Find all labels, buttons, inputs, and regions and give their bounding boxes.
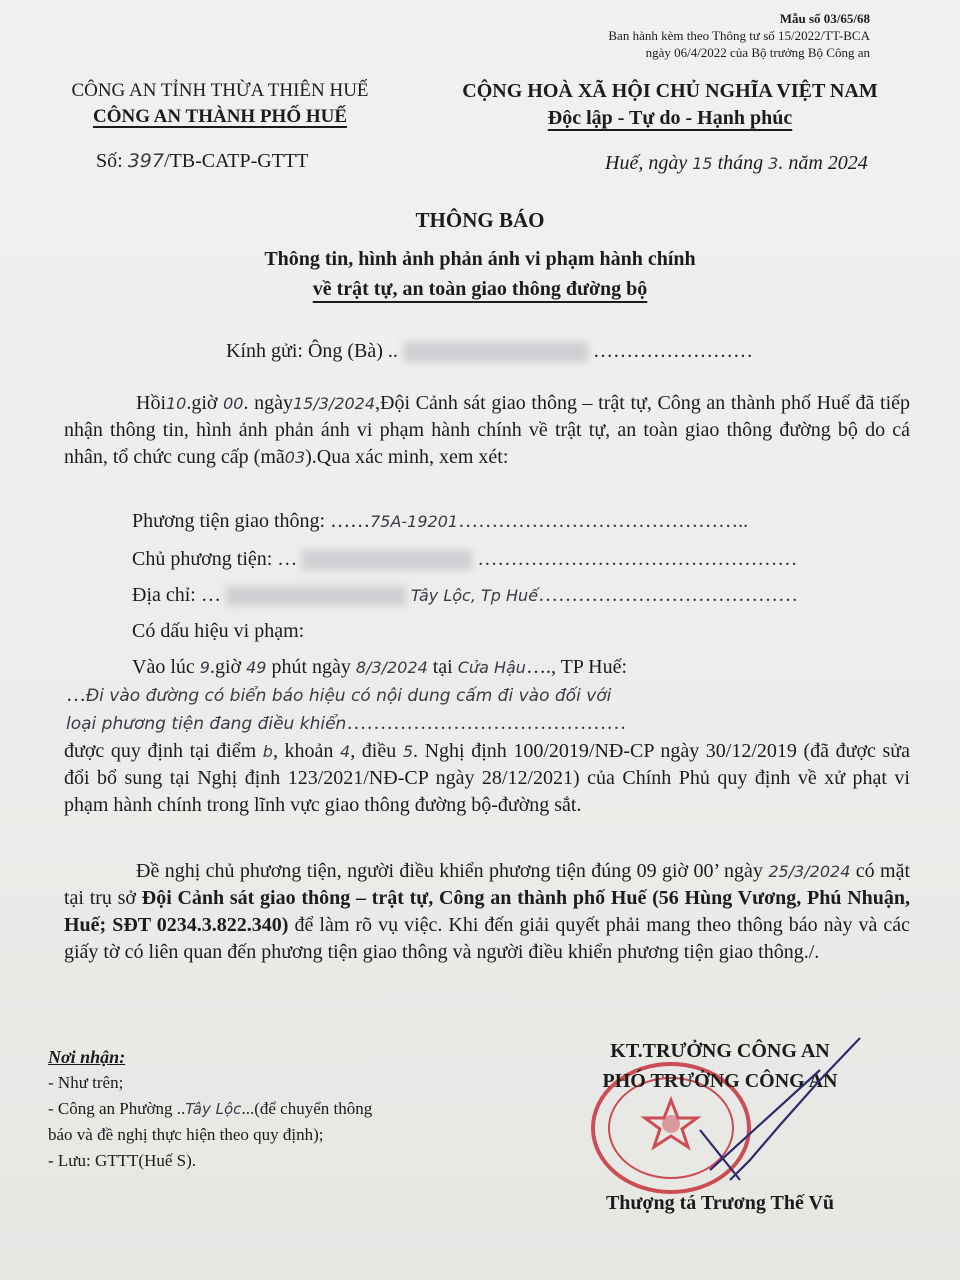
number-label: Số: — [96, 150, 123, 172]
intro-paragraph: Hồi10.giờ 00. ngày15/3/2024,Đội Cảnh sát giao thông – trật tự, Công an thành phố Huế đã tiếp nhận thông tin, hình ảnh phản ánh vi phạm hành chính về trật tự, an toàn giao thông đường bộ do cá nhân, tổ chức cung cấp (mã03).Qua xác minh, xem xét: — [64, 392, 911, 468]
recipient-item-3: - Lưu: GTTT(Huế S). — [48, 1151, 197, 1170]
violation-minute: 49 — [246, 658, 267, 677]
violation-text-5: …., TP Huế: — [525, 656, 628, 678]
subtitle-line1: Thông tin, hình ảnh phản ánh vi phạm hành chính — [264, 248, 696, 270]
field-address — [132, 584, 798, 607]
request-text-1: Đề nghị chủ phương tiện, người điều khiển phương tiện đúng 09 giờ 00’ ngày — [136, 860, 763, 882]
legal-text-3: , điều — [350, 740, 397, 762]
legal-text-4: . Nghị định 100/2019/NĐ-CP ngày 30/12/2019 (đã được sửa đổi bổ sung tại Nghị định 123/2021/NĐ-CP ngày 28/12/2021) của Chính Phủ quy định về xử phạt vi phạm hành chính trong lĩnh vực giao thông đường bộ-đường sắt. — [64, 740, 910, 816]
nation-motto: Độc lập - Tự do - Hạnh phúc — [547, 107, 793, 129]
date-month: 3 — [768, 154, 779, 173]
issuing-agency — [40, 78, 400, 130]
vehicle-dots: …………………………………….. — [458, 510, 749, 532]
signature-line1: KT.TRƯỞNG CÔNG AN — [610, 1040, 830, 1062]
document-number — [96, 150, 308, 173]
greeting — [226, 340, 753, 363]
recipient-item-2b: ...(để chuyển thông — [241, 1099, 373, 1118]
date-place: Huế, ngày — [605, 152, 688, 174]
legal-point: b — [262, 742, 273, 761]
recipients-heading: Nơi nhận: — [48, 1047, 126, 1067]
recipient-item-1: - Như trên; — [48, 1073, 124, 1092]
vehicle-label: Phương tiện giao thông: …… — [132, 510, 371, 532]
legal-article: 5 — [402, 742, 414, 761]
national-header — [420, 78, 920, 132]
greeting-dots: …………………… — [592, 340, 753, 362]
form-code: Mẫu số 03/65/68 — [779, 11, 870, 26]
owner-label: Chủ phương tiện: … — [132, 548, 298, 570]
address-value: Tây Lộc, Tp Huế — [410, 586, 539, 605]
intro-minute: 00 — [223, 394, 244, 413]
agency-city: CÔNG AN THÀNH PHỐ HUẾ — [92, 106, 348, 127]
intro-text-1: Hồi — [136, 392, 166, 414]
form-ref-line1: Ban hành kèm theo Thông tư số 15/2022/TT-BCA — [608, 28, 870, 43]
request-text-2: có mặt tại trụ sở — [64, 860, 911, 909]
violation-desc-1: …Đi vào đường có biển báo hiệu có nội dung cấm đi vào đối với — [66, 684, 612, 706]
intro-text-4: ,Đội Cảnh sát giao thông – trật tự, Công an thành phố Huế đã tiếp nhận thông tin, hình ảnh phản ánh vi phạm hành chính về trật tự, an toàn giao thông đường bộ do cá nhân, tổ chức cung cấp (mã — [64, 392, 911, 468]
request-location: Đội Cảnh sát giao thông – trật tự, Công an thành phố Huế (56 Hùng Vương, Phú Nhuận, Huế; SĐT 0234.3.822.340) — [64, 887, 911, 936]
recipients-block — [48, 1044, 372, 1174]
signer-name: Thượng tá Trương Thế Vũ — [605, 1192, 835, 1214]
document-subtitle — [0, 244, 960, 304]
legal-text-1: được quy định tại điểm — [64, 740, 257, 762]
violation-text-3: phút ngày — [271, 656, 351, 678]
legal-basis-paragraph — [64, 738, 910, 819]
intro-hour: 10 — [166, 394, 187, 413]
violation-time: Vào lúc 9.giờ 49 phút ngày 8/3/2024 tại Cửa Hậu…., TP Huế: — [132, 656, 628, 678]
recipient-item-2a: - Công an Phường .. — [48, 1099, 186, 1118]
redacted-address — [226, 586, 406, 606]
form-ref-line2: ngày 06/4/2022 của Bộ trưởng Bộ Công an — [645, 45, 870, 60]
violation-desc-dots: …………………………………… — [346, 712, 627, 734]
violation-desc-line1: Đi vào đường có biển báo hiệu có nội dung cấm đi vào đối với — [86, 686, 612, 706]
violation-hour: 9 — [199, 658, 210, 677]
form-reference — [560, 10, 870, 61]
date-month-label: tháng — [717, 152, 764, 174]
violation-desc-2 — [66, 712, 626, 735]
document-title: THÔNG BÁO — [415, 208, 545, 232]
address-dots: ………………………………… — [538, 584, 799, 606]
intro-text-5: ).Qua xác minh, xem xét: — [305, 446, 509, 468]
intro-date: 15/3/2024 — [293, 394, 376, 413]
intro-text-3: ngày — [254, 392, 293, 414]
nation-name: CỘNG HOÀ XÃ HỘI CHỦ NGHĨA VIỆT NAM — [462, 80, 878, 102]
intro-text-2: giờ — [191, 392, 218, 414]
violation-location: Cửa Hậu — [457, 658, 526, 677]
request-text-3: để làm rõ vụ việc. Khi đến giải quyết phải mang theo thông báo này và các giấy tờ có liên quan đến phương tiện giao thông và người điều khiển phương tiện giao thông./. — [64, 914, 911, 963]
legal-text-2: , khoản — [272, 740, 334, 762]
date-year: . năm 2024 — [778, 152, 868, 174]
redacted-owner — [302, 550, 472, 570]
owner-dots: ………………………………………… — [477, 548, 798, 570]
address-label: Địa chỉ: … — [132, 584, 221, 606]
recipient-item-2 — [48, 1096, 372, 1122]
greeting-label: Kính gửi: Ông (Bà) .. — [226, 340, 398, 362]
violation-date: 8/3/2024 — [355, 658, 428, 677]
violation-text-1: Vào lúc — [132, 656, 195, 678]
intro-code: 03 — [284, 448, 306, 467]
field-violation-sign: Có dấu hiệu vi phạm: — [132, 620, 305, 642]
handwritten-signature-icon — [670, 1030, 870, 1190]
number-value: 397 — [127, 150, 164, 172]
date-day: 15 — [692, 154, 713, 173]
recipient-item-2c: báo và đề nghị thực hiện theo quy định); — [48, 1125, 324, 1144]
field-vehicle — [132, 510, 748, 533]
recipient-ward: Tây Lộc — [185, 1100, 242, 1118]
vehicle-plate: 75A-19201 — [370, 512, 459, 531]
agency-province: CÔNG AN TỈNH THỪA THIÊN HUẾ — [71, 80, 369, 101]
violation-text-2: giờ — [214, 656, 242, 678]
signature-line2: PHÓ TRƯỞNG CÔNG AN — [602, 1070, 838, 1092]
violation-text-4: tại — [432, 656, 453, 678]
number-suffix: /TB-CATP-GTTT — [163, 150, 309, 172]
request-date: 25/3/2024 — [768, 862, 851, 881]
field-owner — [132, 548, 797, 571]
redacted-recipient — [403, 342, 588, 362]
request-paragraph — [64, 858, 910, 966]
document-date — [605, 152, 868, 175]
subtitle-line2: về trật tự, an toàn giao thông đường bộ — [312, 278, 648, 300]
violation-desc-line2: loại phương tiện đang điều khiển — [66, 714, 347, 734]
legal-clause: 4 — [340, 742, 351, 761]
